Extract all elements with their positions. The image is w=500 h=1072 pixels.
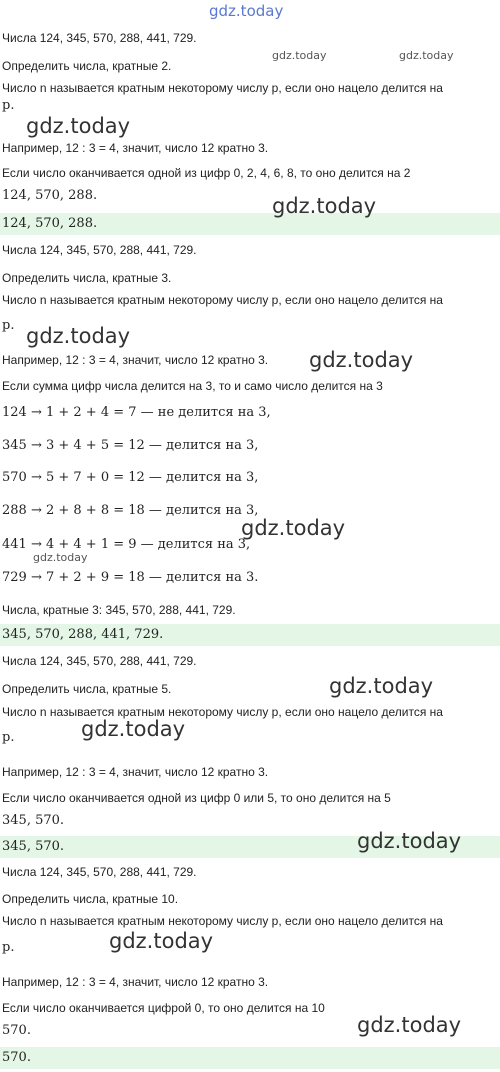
section2-definition: Число n называется кратным некоторому числу p, если оно нацело делится на xyxy=(2,293,443,307)
watermark: gdz.today xyxy=(357,829,462,853)
section3-result: 345, 570. xyxy=(2,813,65,828)
section2-check-288: 288 → 2 + 8 + 8 = 18 — делится на 3, xyxy=(2,503,259,518)
section1-task: Определить числа, кратные 2. xyxy=(2,59,172,73)
section3-task: Определить числа, кратные 5. xyxy=(2,682,172,696)
section1-example: Например, 12 : 3 = 4, значит, число 12 кратно 3. xyxy=(2,141,269,155)
section3-numbers: Числа 124, 345, 570, 288, 441, 729. xyxy=(2,654,197,668)
section3-rule: Если число оканчивается одной из цифр 0 или 5, то оно делится на 5 xyxy=(2,791,391,805)
section1-answer: 124, 570, 288. xyxy=(0,213,500,235)
watermark: gdz.today xyxy=(241,516,346,540)
section3-definition: Число n называется кратным некоторому числу p, если оно нацело делится на xyxy=(2,705,443,719)
watermark: gdz.today xyxy=(209,2,284,20)
section1-result: 124, 570, 288. xyxy=(2,188,98,203)
section3-definition-end: p. xyxy=(2,730,15,745)
watermark: gdz.today xyxy=(272,49,327,62)
section1-definition: Число n называется кратным некоторому числу p, если оно нацело делится на xyxy=(2,81,443,95)
section2-check-570: 570 → 5 + 7 + 0 = 12 — делится на 3, xyxy=(2,470,259,485)
watermark: gdz.today xyxy=(26,324,131,348)
section1-definition-end: p. xyxy=(2,98,15,113)
section2-check-124: 124 → 1 + 2 + 4 = 7 — не делится на 3, xyxy=(2,405,271,420)
watermark: gdz.today xyxy=(399,49,454,62)
section2-example: Например, 12 : 3 = 4, значит, число 12 кратно 3. xyxy=(2,353,269,367)
watermark: gdz.today xyxy=(329,674,434,698)
section2-check-345: 345 → 3 + 4 + 5 = 12 — делится на 3, xyxy=(2,438,259,453)
section3-example: Например, 12 : 3 = 4, значит, число 12 кратно 3. xyxy=(2,765,269,779)
watermark: gdz.today xyxy=(33,551,88,564)
watermark: gdz.today xyxy=(109,929,214,953)
section4-task: Определить числа, кратные 10. xyxy=(2,892,179,906)
section2-result: Числа, кратные 3: 345, 570, 288, 441, 729. xyxy=(2,603,236,617)
section4-numbers: Числа 124, 345, 570, 288, 441, 729. xyxy=(2,865,197,879)
section2-numbers: Числа 124, 345, 570, 288, 441, 729. xyxy=(2,243,197,257)
watermark: gdz.today xyxy=(26,114,131,138)
section4-answer: 570. xyxy=(0,1047,500,1069)
section2-check-729: 729 → 7 + 2 + 9 = 18 — делится на 3. xyxy=(2,570,259,585)
watermark: gdz.today xyxy=(309,348,414,372)
section1-numbers: Числа 124, 345, 570, 288, 441, 729. xyxy=(2,31,197,45)
section2-rule: Если сумма цифр числа делится на 3, то и само число делится на 3 xyxy=(2,379,383,393)
section2-task: Определить числа, кратные 3. xyxy=(2,271,172,285)
section4-result: 570. xyxy=(2,1023,31,1038)
section2-definition-end: p. xyxy=(2,318,15,333)
watermark: gdz.today xyxy=(81,717,186,741)
watermark: gdz.today xyxy=(272,194,377,218)
section4-definition: Число n называется кратным некоторому числу p, если оно нацело делится на xyxy=(2,914,443,928)
section2-answer: 345, 570, 288, 441, 729. xyxy=(0,624,500,646)
watermark: gdz.today xyxy=(357,1013,462,1037)
section3-answer: 345, 570. xyxy=(0,836,500,858)
section2-check-441: 441 → 4 + 4 + 1 = 9 — делится на 3, xyxy=(2,537,251,552)
section4-example: Например, 12 : 3 = 4, значит, число 12 кратно 3. xyxy=(2,975,269,989)
section4-definition-end: p. xyxy=(2,940,15,955)
section1-rule: Если число оканчивается одной из цифр 0, 2, 4, 6, 8, то оно делится на 2 xyxy=(2,166,411,180)
section4-rule: Если число оканчивается цифрой 0, то оно делится на 10 xyxy=(2,1001,325,1015)
